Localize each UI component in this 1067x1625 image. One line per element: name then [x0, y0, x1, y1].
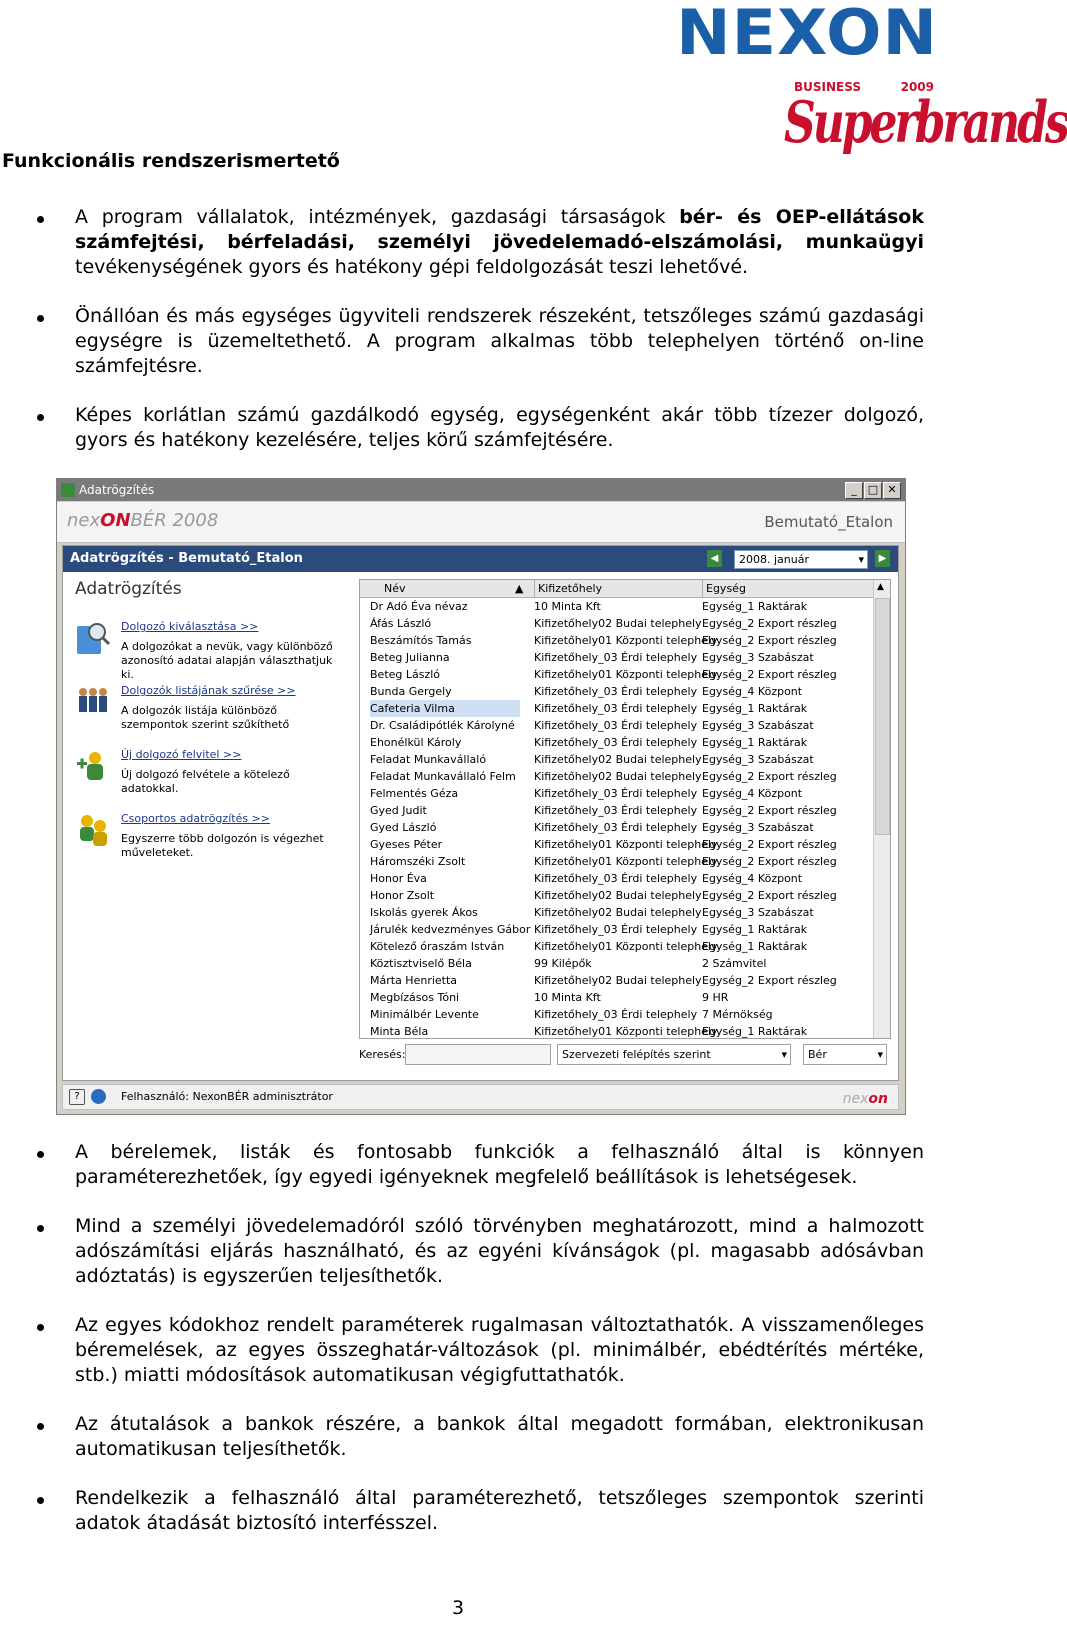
actions-panel-title: Adatrögzítés [75, 579, 182, 599]
bullet-item [0, 1140, 960, 1190]
cell-name: Járulék kedvezményes Gábor [370, 923, 531, 936]
cell-payer: Kifizetőhely_03 Érdi telephely [534, 719, 698, 732]
table-row[interactable] [360, 853, 890, 870]
search-row [359, 1044, 889, 1066]
cell-payer: 99 Kilépők [534, 957, 592, 970]
column-header-unit[interactable]: Egység [702, 580, 866, 597]
grid-header [360, 580, 890, 598]
cell-payer: Kifizetőhely_03 Érdi telephely [534, 1008, 698, 1021]
scrollbar-thumb[interactable] [875, 598, 890, 835]
table-row[interactable] [360, 972, 890, 989]
cell-unit: Egység_2 Export részleg [702, 838, 837, 851]
search-input[interactable] [405, 1044, 551, 1065]
action-filter-list [75, 684, 345, 744]
bullet-list-bottom [0, 1140, 960, 1560]
type-select[interactable] [803, 1044, 887, 1065]
bullet-bold-text: bér- és OEP-ellátások számfejtési, bérfeladási, személyi jövedelemadó-elszámolási, munkaügyi [75, 206, 924, 253]
bullet-text: A bérelemek, listák és fontosabb funkciók a felhasználó által is könnyen paraméterezhetőek, így egyedi igényeknek megfelelő beállítások is lehetségesek. [75, 1141, 924, 1188]
cell-payer: Kifizetőhely_03 Érdi telephely [534, 651, 698, 664]
bullet-text: Önállóan és más egységes ügyviteli rendszerek részeként, tetszőleges számú gazdasági egységre is üzemeltethető. A program alkalmas több telephelyen történő on-line számfejtésre. [75, 305, 924, 377]
globe-icon[interactable] [91, 1089, 106, 1104]
bullet-list-top [0, 205, 960, 477]
bullet-dot [37, 216, 44, 223]
table-row[interactable] [360, 683, 890, 700]
scroll-up-icon: ▲ [877, 582, 884, 592]
cell-payer: Kifizetőhely_03 Érdi telephely [534, 702, 698, 715]
cell-name: Beszámítós Tamás [370, 634, 472, 647]
logo-part: on [868, 1091, 888, 1107]
cell-payer: Kifizetőhely02 Budai telephely [534, 753, 702, 766]
cell-unit: Egység_2 Export részleg [702, 855, 837, 868]
cell-payer: Kifizetőhely02 Budai telephely [534, 906, 702, 919]
page-title: Funkcionális rendszerismertető [2, 150, 340, 172]
superbrands-year: 2009 [900, 80, 934, 94]
bullet-dot [37, 1324, 44, 1331]
table-row[interactable] [360, 1006, 890, 1023]
cell-name: Márta Henrietta [370, 974, 458, 987]
bullet-text: Az átutalások a bankok részére, a bankok által megadott formában, elektronikusan automatikusan teljesíthetők. [75, 1413, 924, 1460]
app-header [57, 502, 905, 543]
cell-payer: Kifizetőhely01 Központi telephely [534, 940, 718, 953]
cell-payer: Kifizetőhely_03 Érdi telephely [534, 685, 698, 698]
employee-grid [359, 579, 891, 1039]
table-row[interactable] [360, 751, 890, 768]
cell-payer: Kifizetőhely_03 Érdi telephely [534, 872, 698, 885]
bullet-dot [37, 1497, 44, 1504]
group-entry-link[interactable]: Csoportos adatrögzítés >> [121, 812, 270, 825]
table-row[interactable] [360, 955, 890, 972]
cell-name: Megbízásos Tóni [370, 991, 460, 1004]
grid-scrollbar[interactable] [873, 580, 890, 1038]
bullet-dot [37, 1151, 44, 1158]
cell-name: Minta Béla [370, 1025, 429, 1038]
cell-unit: Egység_1 Raktárak [702, 923, 808, 936]
cell-unit: Egység_1 Raktárak [702, 736, 808, 749]
cell-unit: Egység_4 Központ [702, 685, 803, 698]
cell-payer: Kifizetőhely02 Budai telephely [534, 889, 702, 902]
new-employee-link[interactable]: Új dolgozó felvitel >> [121, 748, 242, 761]
cell-name: Dr Adó Éva névaz [370, 600, 468, 613]
status-text: Felhasználó: NexonBÉR adminisztrátor [121, 1090, 333, 1103]
cell-payer: Kifizetőhely01 Központi telephely [534, 1025, 718, 1038]
search-label: Keresés: [359, 1048, 406, 1061]
period-select[interactable] [734, 550, 868, 569]
cell-unit: 9 HR [702, 991, 729, 1004]
cell-name: Beteg László [370, 668, 441, 681]
cell-unit: Egység_2 Export részleg [702, 770, 837, 783]
cell-unit: Egység_2 Export részleg [702, 804, 837, 817]
table-row[interactable] [360, 802, 890, 819]
cell-unit: Egység_4 Központ [702, 872, 803, 885]
status-logo [843, 1087, 888, 1111]
cell-payer: Kifizetőhely_03 Érdi telephely [534, 923, 698, 936]
bullet-item [0, 205, 960, 280]
cell-unit: Egység_3 Szabászat [702, 821, 814, 834]
table-row[interactable] [360, 989, 890, 1006]
cell-unit: 7 Mérnökség [702, 1008, 773, 1021]
cell-unit: Egység_2 Export részleg [702, 974, 837, 987]
superbrands-wordmark: Superbrands [784, 90, 1067, 157]
bullet-item [0, 1313, 960, 1388]
cell-name: Cafeteria Vilma [370, 700, 520, 717]
table-row[interactable] [360, 785, 890, 802]
cell-unit: Egység_2 Export részleg [702, 668, 837, 681]
close-button[interactable]: ✕ [883, 482, 901, 499]
superbrands-business: BUSINESS [794, 80, 861, 94]
bullet-item [0, 1486, 960, 1536]
cell-name: Feladat Munkavállaló Felm [370, 770, 516, 783]
action-new-employee [75, 748, 345, 808]
brand-part: BÉR [130, 510, 167, 531]
cell-name: Dr. Családipótlék Károlyné [370, 719, 515, 732]
bullet-dot [37, 315, 44, 322]
cell-unit: Egység_4 Központ [702, 787, 803, 800]
table-row[interactable] [360, 666, 890, 683]
cell-name: Iskolás gyerek Ákos [370, 906, 478, 919]
app-window-screenshot [56, 478, 906, 1115]
action-description: Új dolgozó felvétele a kötelező adatokkal. [121, 768, 290, 795]
table-row[interactable] [360, 734, 890, 751]
table-row[interactable] [360, 819, 890, 836]
table-row[interactable] [360, 1023, 890, 1040]
cell-payer: Kifizetőhely_03 Érdi telephely [534, 804, 698, 817]
cell-name: Gyeses Péter [370, 838, 443, 851]
select-employee-link[interactable]: Dolgozó kiválasztása >> [121, 620, 259, 633]
group-icon [75, 812, 111, 848]
maximize-button[interactable]: □ [864, 482, 882, 499]
status-bar [62, 1084, 899, 1110]
prev-period-button[interactable]: ◀ [707, 550, 722, 567]
company-name: Bemutató_Etalon [764, 513, 893, 531]
page-number: 3 [452, 1597, 465, 1619]
cell-unit: Egység_3 Szabászat [702, 906, 814, 919]
bullet-text: Az egyes kódokhoz rendelt paraméterek rugalmasan változtathatók. A visszamenőleges béremelések, az egyes összeghatár-változások (pl. minimálbér, ebédtérítés mértéke, stb.) miatti módosítások automatikusan végigfuttathatók. [75, 1314, 924, 1386]
filter-list-link[interactable]: Dolgozók listájának szűrése >> [121, 684, 296, 697]
panel-title: Adatrögzítés - Bemutató_Etalon [70, 551, 303, 566]
actions-panel [63, 572, 353, 1080]
cell-payer: Kifizetőhely01 Központi telephely [534, 634, 718, 647]
action-description: A dolgozókat a nevük, vagy különböző azonosító adatai alapján választhatjuk ki. [121, 640, 333, 681]
cell-payer: 10 Minta Kft [534, 991, 601, 1004]
table-row[interactable] [360, 870, 890, 887]
table-row[interactable] [360, 836, 890, 853]
bullet-text: A program vállalatok, intézmények, gazdasági társaságok [75, 206, 680, 228]
cell-payer: Kifizetőhely01 Központi telephely [534, 838, 718, 851]
nexon-wordmark: NEXON [676, 0, 938, 69]
search-icon [75, 620, 111, 656]
bullet-item [0, 304, 960, 379]
action-description: Egyszerre több dolgozón is végezhet műveleteket. [121, 832, 324, 859]
cell-name: Áfás László [370, 617, 432, 630]
cell-payer: Kifizetőhely_03 Érdi telephely [534, 787, 698, 800]
cell-payer: Kifizetőhely01 Központi telephely [534, 855, 718, 868]
table-row[interactable] [360, 598, 890, 615]
sort-arrow-icon: ▲ [515, 582, 524, 595]
filter-select[interactable] [557, 1044, 791, 1065]
cell-unit: 2 Számvitel [702, 957, 767, 970]
table-row[interactable] [360, 700, 890, 717]
help-icon[interactable]: ? [69, 1089, 85, 1105]
app-icon [61, 483, 75, 497]
column-header-name[interactable]: Név [384, 582, 406, 595]
panel-title-bar [63, 546, 898, 572]
cell-unit: Egység_2 Export részleg [702, 617, 837, 630]
superbrands-logo [778, 80, 1067, 157]
nexonber-logo [67, 510, 218, 531]
cell-payer: Kifizetőhely_03 Érdi telephely [534, 821, 698, 834]
minimize-button[interactable]: _ [845, 482, 863, 499]
filter-value: Szervezeti felépítés szerint [562, 1048, 711, 1061]
next-period-button[interactable]: ▶ [875, 550, 890, 567]
cell-unit: Egység_3 Szabászat [702, 753, 814, 766]
cell-payer: Kifizetőhely_03 Érdi telephely [534, 736, 698, 749]
cell-unit: Egység_3 Szabászat [702, 651, 814, 664]
cell-name: Ehonélkül Károly [370, 736, 462, 749]
bullet-text: tevékenységének gyors és hatékony gépi feldolgozását teszi lehetővé. [75, 256, 749, 278]
people-icon [75, 684, 111, 720]
bullet-item [0, 1412, 960, 1462]
table-row[interactable] [360, 632, 890, 649]
cell-name: Honor Zsolt [370, 889, 435, 902]
period-value: 2008. január [739, 553, 809, 566]
cell-payer: Kifizetőhely01 Központi telephely [534, 668, 718, 681]
action-description: A dolgozók listája különböző szempontok szerint szűkíthető [121, 704, 290, 731]
table-row[interactable] [360, 887, 890, 904]
cell-name: Feladat Munkavállaló [370, 753, 487, 766]
cell-name: Kötelező óraszám István [370, 940, 505, 953]
grid-body [360, 598, 890, 1040]
cell-name: Honor Éva [370, 872, 427, 885]
table-row[interactable] [360, 768, 890, 785]
cell-name: Gyed Judit [370, 804, 427, 817]
table-row[interactable] [360, 717, 890, 734]
bullet-text: Rendelkezik a felhasználó által paraméterezhető, tetszőleges szempontok szerinti adatok átadását biztosító interfésszel. [75, 1487, 924, 1534]
action-group-entry [75, 812, 345, 872]
window-titlebar [57, 479, 905, 501]
column-header-payer[interactable]: Kifizetőhely [534, 580, 708, 597]
cell-name: Háromszéki Zsolt [370, 855, 466, 868]
cell-payer: Kifizetőhely02 Budai telephely [534, 974, 702, 987]
brand-year: 2008 [172, 510, 219, 531]
cell-name: Köztisztviselő Béla [370, 957, 472, 970]
cell-unit: Egység_3 Szabászat [702, 719, 814, 732]
table-row[interactable] [360, 649, 890, 666]
window-title: Adatrögzítés [79, 483, 155, 497]
brand-part: ON [100, 510, 131, 531]
chevron-down-icon: ▾ [877, 1048, 883, 1061]
cell-unit: Egység_1 Raktárak [702, 1025, 808, 1038]
bullet-item [0, 1214, 960, 1289]
action-select-employee [75, 620, 345, 680]
cell-payer: Kifizetőhely02 Budai telephely [534, 770, 702, 783]
cell-name: Bunda Gergely [370, 685, 452, 698]
cell-payer: 10 Minta Kft [534, 600, 601, 613]
bullet-text: Mind a személyi jövedelemadóról szóló törvényben meghatározott, mind a halmozott adószámítási eljárás használható, és az egyéni kívánságok (pl. magasabb adósávban adóztatás) is egyszerűen teljesíthetők. [75, 1215, 924, 1287]
logo-part: nex [842, 1091, 869, 1107]
brand-part: nex [67, 510, 101, 531]
table-row[interactable] [360, 904, 890, 921]
cell-unit: Egység_1 Raktárak [702, 702, 808, 715]
cell-name: Felmentés Géza [370, 787, 459, 800]
cell-name: Minimálbér Levente [370, 1008, 479, 1021]
cell-name: Beteg Julianna [370, 651, 450, 664]
bullet-item [0, 403, 960, 453]
bullet-dot [37, 1225, 44, 1232]
cell-unit: Egység_1 Raktárak [702, 940, 808, 953]
type-value: Bér [808, 1048, 827, 1061]
bullet-text: Képes korlátlan számú gazdálkodó egység, egységenként akár több tízezer dolgozó, gyors és hatékony kezelésére, teljes körű számfejtésére. [75, 404, 924, 451]
cell-unit: Egység_1 Raktárak [702, 600, 808, 613]
bullet-dot [37, 1423, 44, 1430]
chevron-down-icon: ▾ [858, 553, 864, 566]
chevron-down-icon: ▾ [781, 1048, 787, 1061]
bullet-dot [37, 414, 44, 421]
cell-unit: Egység_2 Export részleg [702, 889, 837, 902]
data-entry-panel [62, 545, 899, 1081]
table-row[interactable] [360, 921, 890, 938]
cell-name: Gyed László [370, 821, 437, 834]
table-row[interactable] [360, 615, 890, 632]
cell-payer: Kifizetőhely02 Budai telephely [534, 617, 702, 630]
add-person-icon [75, 748, 111, 784]
table-row[interactable] [360, 938, 890, 955]
cell-unit: Egység_2 Export részleg [702, 634, 837, 647]
